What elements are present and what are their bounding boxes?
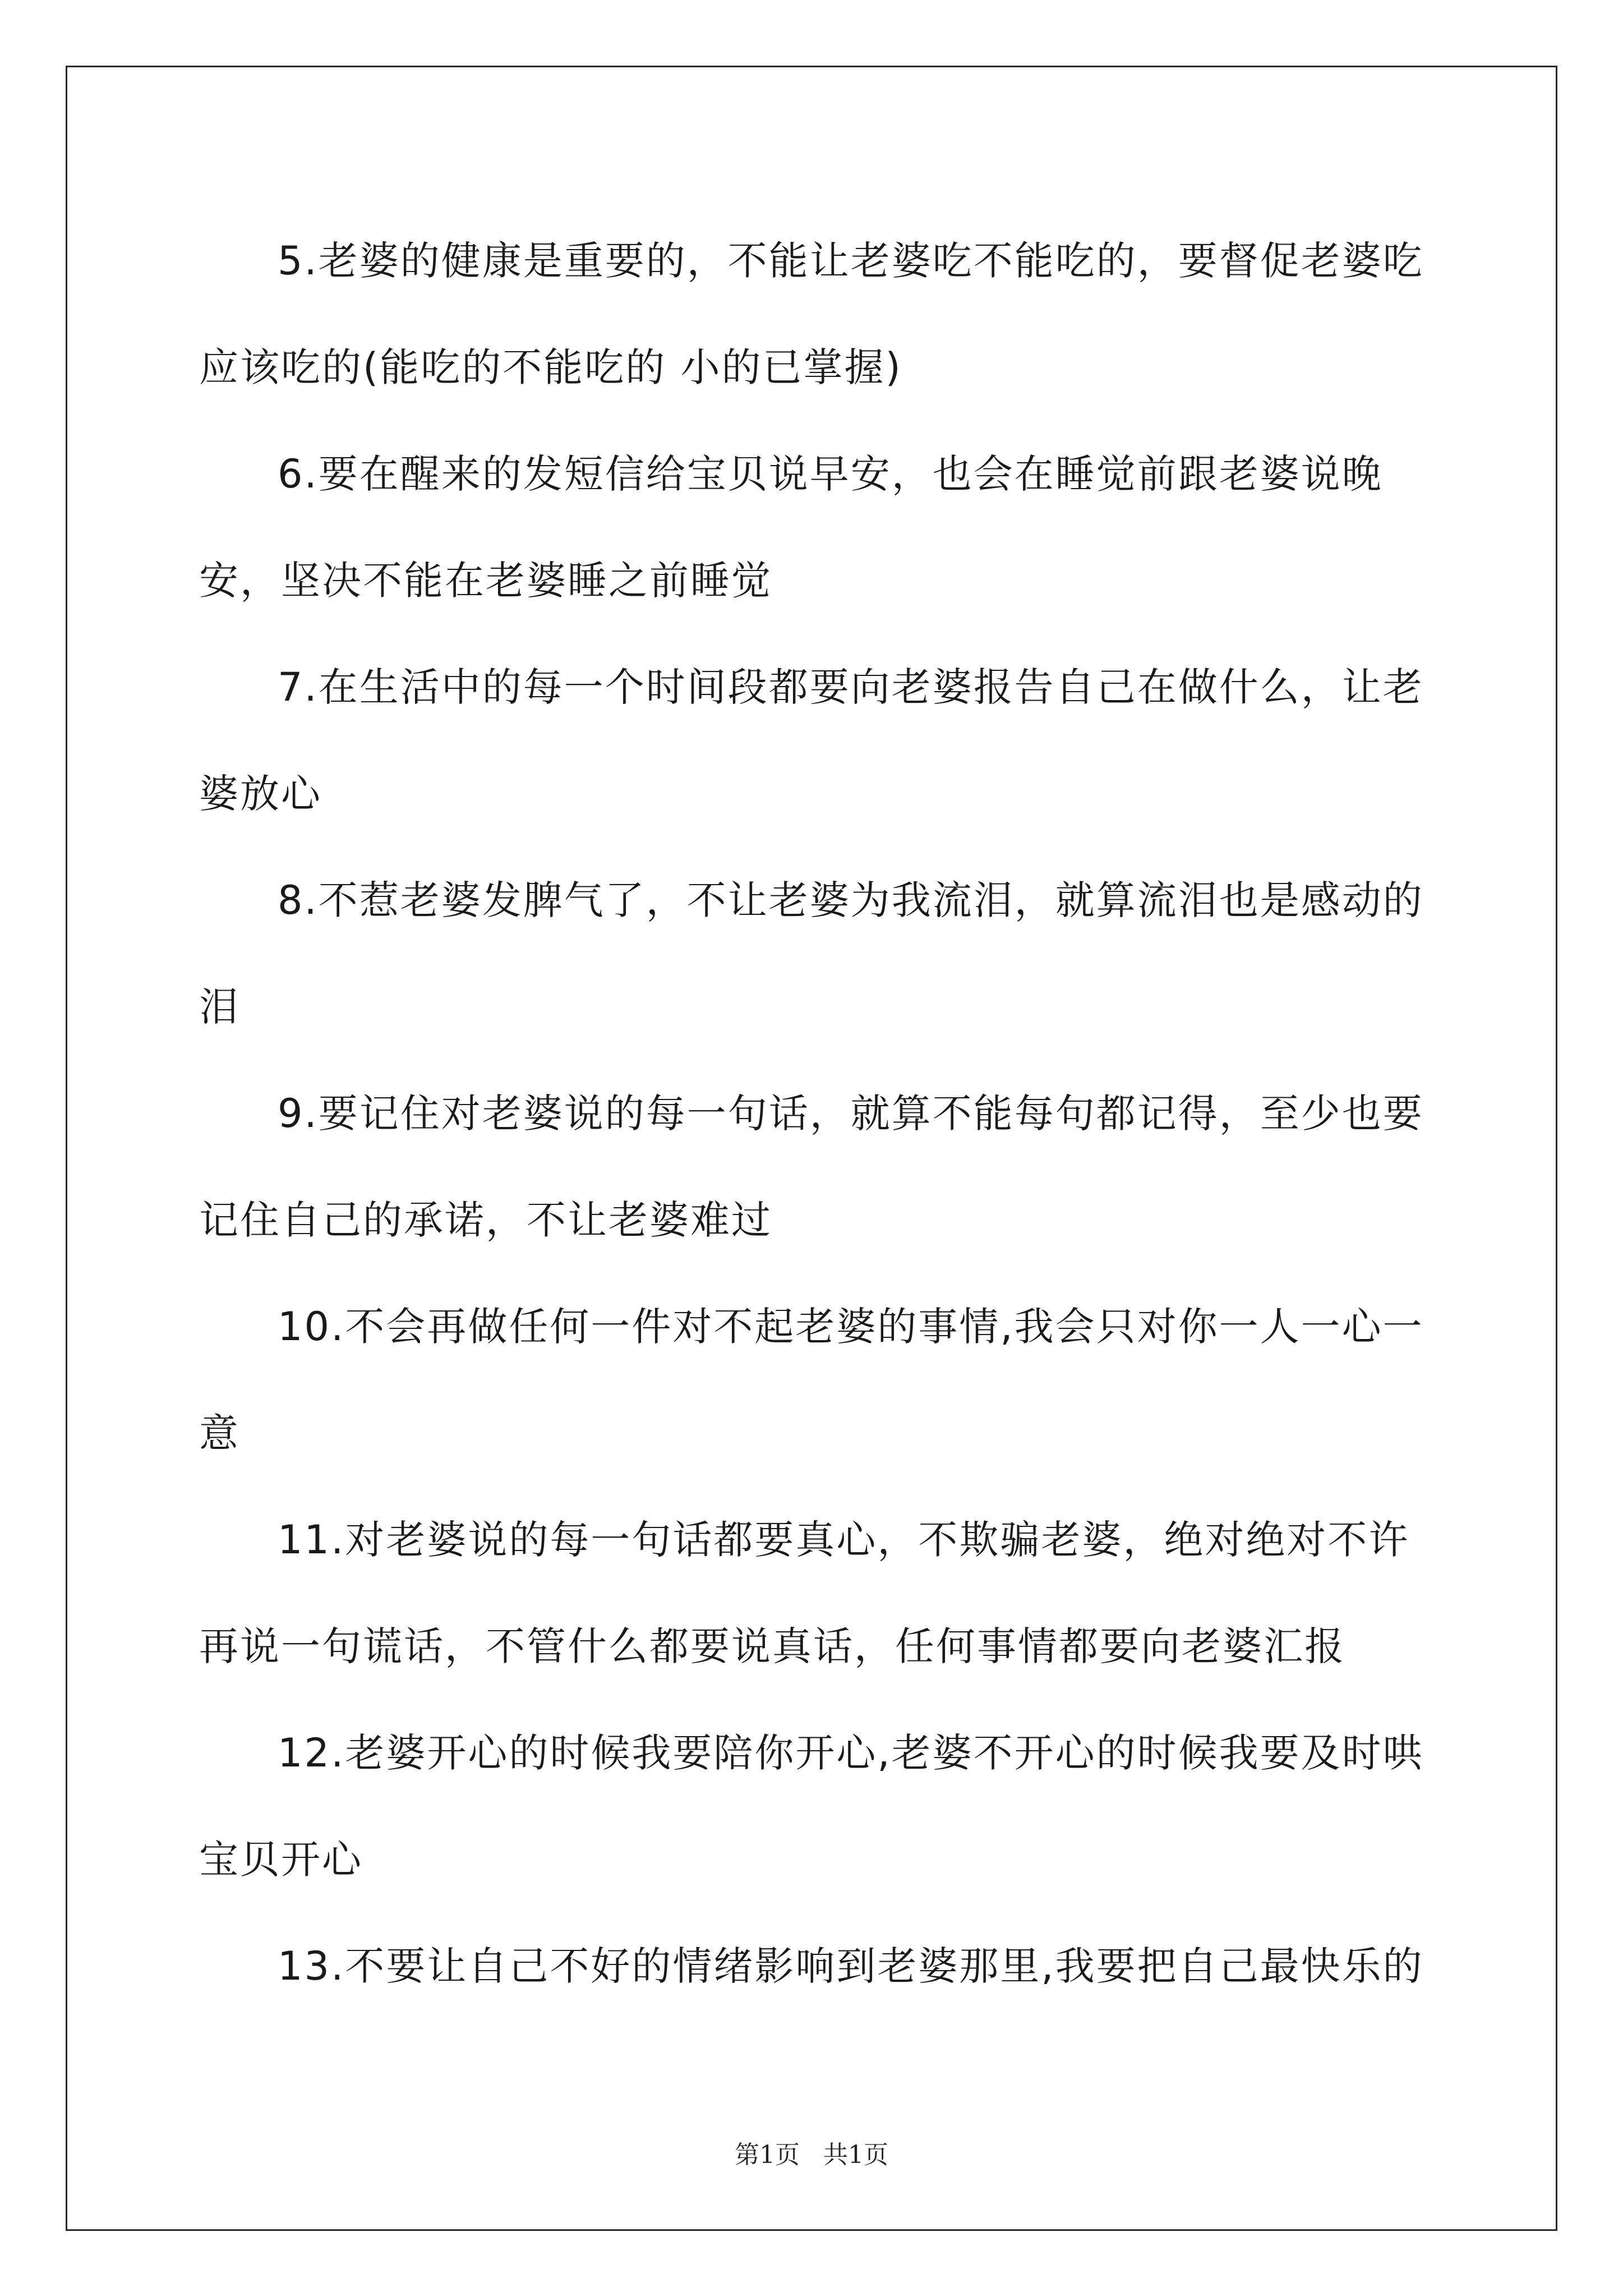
page-number-current: 第1页: [735, 2141, 800, 2169]
paragraph-10: 10.不会再做任何一件对不起老婆的事情,我会只对你一人一心一意: [199, 1304, 1424, 1456]
paragraph-11: 11.对老婆说的每一句话都要真心，不欺骗老婆，绝对绝对不许再说一句谎话，不管什么都要说真话，任何事情都要向老婆汇报: [199, 1517, 1410, 1669]
paragraph-7: 7.在生活中的每一个时间段都要向老婆报告自己在做什么，让老婆放心: [199, 664, 1424, 817]
paragraph-5: 5.老婆的健康是重要的，不能让老婆吃不能吃的，要督促老婆吃应该吃的(能吃的不能吃的 小的已掌握): [199, 238, 1424, 390]
paragraph-8: 8.不惹老婆发脾气了，不让老婆为我流泪，就算流泪也是感动的泪: [199, 877, 1424, 1030]
paragraph-6: 6.要在醒来的发短信给宝贝说早安，也会在睡觉前跟老婆说晚安，坚决不能在老婆睡之前睡觉: [199, 451, 1383, 604]
paragraph-12: 12.老婆开心的时候我要陪你开心,老婆不开心的时候我要及时哄宝贝开心: [199, 1730, 1424, 1883]
page-footer: [0, 2134, 1623, 2170]
page-number-total: 共1页: [823, 2141, 888, 2169]
paragraph-9: 9.要记住对老婆说的每一句话，就算不能每句都记得，至少也要记住自己的承诺，不让老婆难过: [199, 1091, 1424, 1243]
paragraph-13: 13.不要让自己不好的情绪影响到老婆那里,我要把自己最快乐的: [278, 1943, 1424, 1989]
document-body: [199, 208, 1450, 2019]
